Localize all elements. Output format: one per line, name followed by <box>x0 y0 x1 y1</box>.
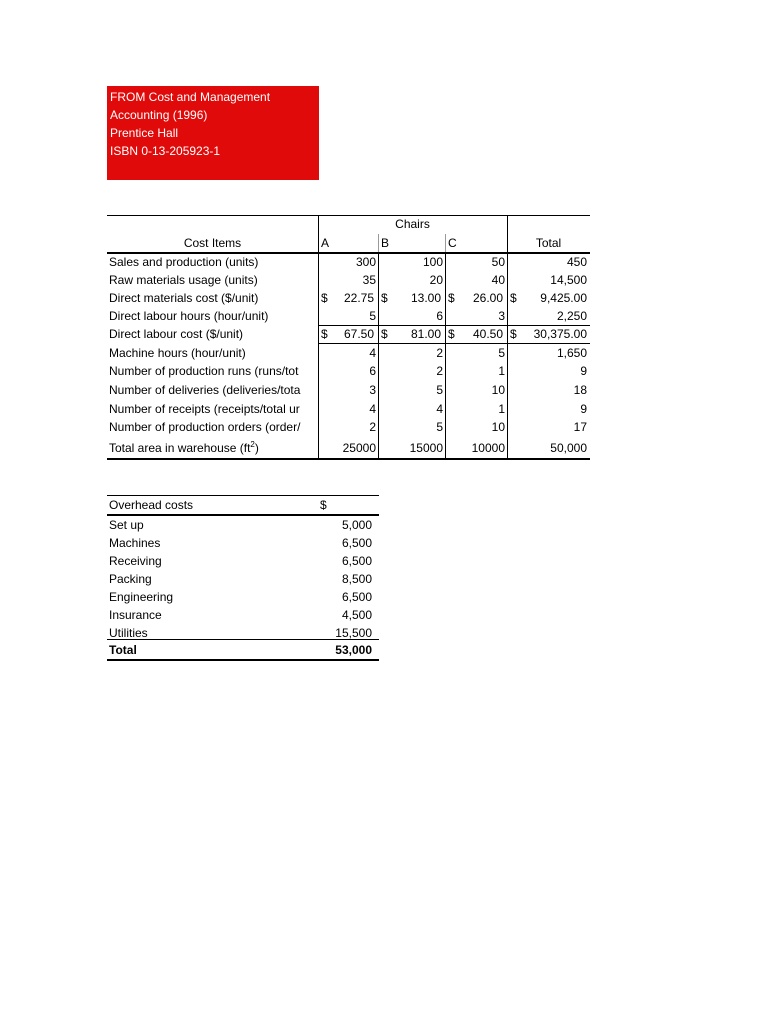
value-a: 4 <box>369 402 376 416</box>
overhead-value: 15,500 <box>335 626 372 640</box>
value-b: 5 <box>436 383 443 397</box>
value-b: 20 <box>429 273 443 287</box>
chairs-group-header: Chairs <box>395 217 430 231</box>
value-total: 450 <box>566 255 587 269</box>
cost-items-header: Cost Items <box>183 236 242 250</box>
value-a: 5 <box>369 309 376 323</box>
table-row <box>107 381 590 399</box>
value-c: 50 <box>491 255 505 269</box>
currency-symbol: $ <box>448 291 455 305</box>
cost-item-label: Direct labour hours (hour/unit) <box>109 309 269 323</box>
source-line-1: FROM Cost and Management <box>110 90 271 104</box>
overhead-total-value: 53,000 <box>335 643 372 657</box>
cost-item-label <box>109 438 317 458</box>
overhead-header-row <box>107 496 379 514</box>
cost-item-label: Number of deliveries (deliveries/tota <box>109 383 301 397</box>
overhead-header-unit: $ <box>320 498 327 512</box>
table-row <box>107 344 590 362</box>
overhead-label: Packing <box>109 572 152 586</box>
currency-symbol: $ <box>510 291 517 305</box>
overhead-label: Engineering <box>109 590 174 604</box>
value-total: 50,000 <box>550 441 587 455</box>
value-total: 18 <box>573 383 587 397</box>
list-item <box>107 606 379 624</box>
amount: 22.75 <box>343 291 374 305</box>
value-a: 6 <box>369 364 376 378</box>
currency-symbol: $ <box>381 291 388 305</box>
amount: 40.50 <box>472 327 503 341</box>
table-row <box>107 418 590 436</box>
amount: 9,425.00 <box>540 291 587 305</box>
value-total: 14,500 <box>550 273 587 287</box>
overhead-value: 8,500 <box>341 572 372 586</box>
cost-item-label: Direct materials cost ($/unit) <box>109 291 259 305</box>
value-total: 1,650 <box>556 346 587 360</box>
overhead-value: 6,500 <box>341 536 372 550</box>
value-total <box>507 325 589 343</box>
table-row <box>107 307 590 325</box>
source-line-2: Accounting (1996) <box>110 108 208 122</box>
value-a: 300 <box>355 255 376 269</box>
value-c <box>445 325 505 343</box>
value-a <box>318 289 376 307</box>
cost-item-label: Number of receipts (receipts/total ur <box>109 402 300 416</box>
value-b <box>378 289 443 307</box>
amount: 13.00 <box>410 291 441 305</box>
overhead-value: 4,500 <box>341 608 372 622</box>
area-label: Total area in warehouse (ft <box>109 441 251 455</box>
table-row <box>107 362 590 380</box>
value-a: 35 <box>362 273 376 287</box>
value-total: 17 <box>573 420 587 434</box>
currency-symbol: $ <box>510 327 517 341</box>
value-b: 2 <box>436 364 443 378</box>
overhead-total-row <box>107 641 379 659</box>
amount: 26.00 <box>472 291 503 305</box>
value-c: 40 <box>491 273 505 287</box>
list-item <box>107 588 379 606</box>
value-c: 3 <box>498 309 505 323</box>
value-a <box>318 325 376 343</box>
source-line-3: Prentice Hall <box>110 126 179 140</box>
col-c-header: C <box>448 236 457 250</box>
cost-item-label: Direct labour cost ($/unit) <box>109 327 244 341</box>
list-item <box>107 516 379 534</box>
total-header: Total <box>535 236 562 250</box>
value-b: 15000 <box>409 441 443 455</box>
value-b <box>378 325 443 343</box>
table-row <box>107 400 590 418</box>
cost-item-label: Raw materials usage (units) <box>109 273 258 287</box>
value-c: 1 <box>498 402 505 416</box>
source-line-4: ISBN 0-13-205923-1 <box>110 144 221 158</box>
value-c: 10 <box>491 383 505 397</box>
value-c: 10000 <box>471 441 505 455</box>
overhead-label: Machines <box>109 536 161 550</box>
value-c: 10 <box>491 420 505 434</box>
value-total: 9 <box>580 364 587 378</box>
list-item <box>107 624 379 642</box>
overhead-label: Utilities <box>109 626 148 640</box>
list-item <box>107 534 379 552</box>
value-c: 1 <box>498 364 505 378</box>
value-total: 9 <box>580 402 587 416</box>
source-citation-box <box>107 86 319 180</box>
value-b: 2 <box>436 346 443 360</box>
currency-symbol: $ <box>448 327 455 341</box>
cost-item-label: Sales and production (units) <box>109 255 259 269</box>
value-total: 2,250 <box>556 309 587 323</box>
overhead-value: 6,500 <box>341 554 372 568</box>
value-b: 5 <box>436 420 443 434</box>
overhead-value: 5,000 <box>341 518 372 532</box>
cost-item-label: Machine hours (hour/unit) <box>109 346 246 360</box>
overhead-costs-table <box>107 495 379 665</box>
col-a-header: A <box>321 236 330 250</box>
amount: 67.50 <box>343 327 374 341</box>
header-row-group <box>107 215 590 233</box>
overhead-header-label: Overhead costs <box>109 498 194 512</box>
amount: 81.00 <box>410 327 441 341</box>
currency-symbol: $ <box>321 291 328 305</box>
overhead-total-label: Total <box>109 643 137 657</box>
value-c: 5 <box>498 346 505 360</box>
table-row <box>107 253 590 271</box>
header-row-columns <box>107 234 590 252</box>
cost-item-label: Number of production orders (order/ <box>109 420 301 434</box>
table-row <box>107 325 590 343</box>
list-item <box>107 570 379 588</box>
value-total <box>507 289 589 307</box>
value-b: 6 <box>436 309 443 323</box>
cost-items-table <box>107 214 590 462</box>
area-suffix: ) <box>254 441 259 455</box>
value-a: 4 <box>369 346 376 360</box>
overhead-label: Insurance <box>109 608 162 622</box>
col-b-header: B <box>381 236 390 250</box>
value-c <box>445 289 505 307</box>
amount: 30,375.00 <box>533 327 587 341</box>
currency-symbol: $ <box>321 327 328 341</box>
table-row <box>107 271 590 289</box>
value-b: 4 <box>436 402 443 416</box>
overhead-label: Set up <box>109 518 144 532</box>
table-row <box>107 289 590 307</box>
value-a: 25000 <box>342 441 376 455</box>
currency-symbol: $ <box>381 327 388 341</box>
table-row <box>107 438 590 458</box>
overhead-label: Receiving <box>109 554 162 568</box>
cost-item-label: Number of production runs (runs/tot <box>109 364 299 378</box>
list-item <box>107 552 379 570</box>
value-a: 2 <box>369 420 376 434</box>
area-superscript: 2 <box>250 440 255 449</box>
overhead-value: 6,500 <box>341 590 372 604</box>
value-b: 100 <box>422 255 443 269</box>
value-a: 3 <box>369 383 376 397</box>
